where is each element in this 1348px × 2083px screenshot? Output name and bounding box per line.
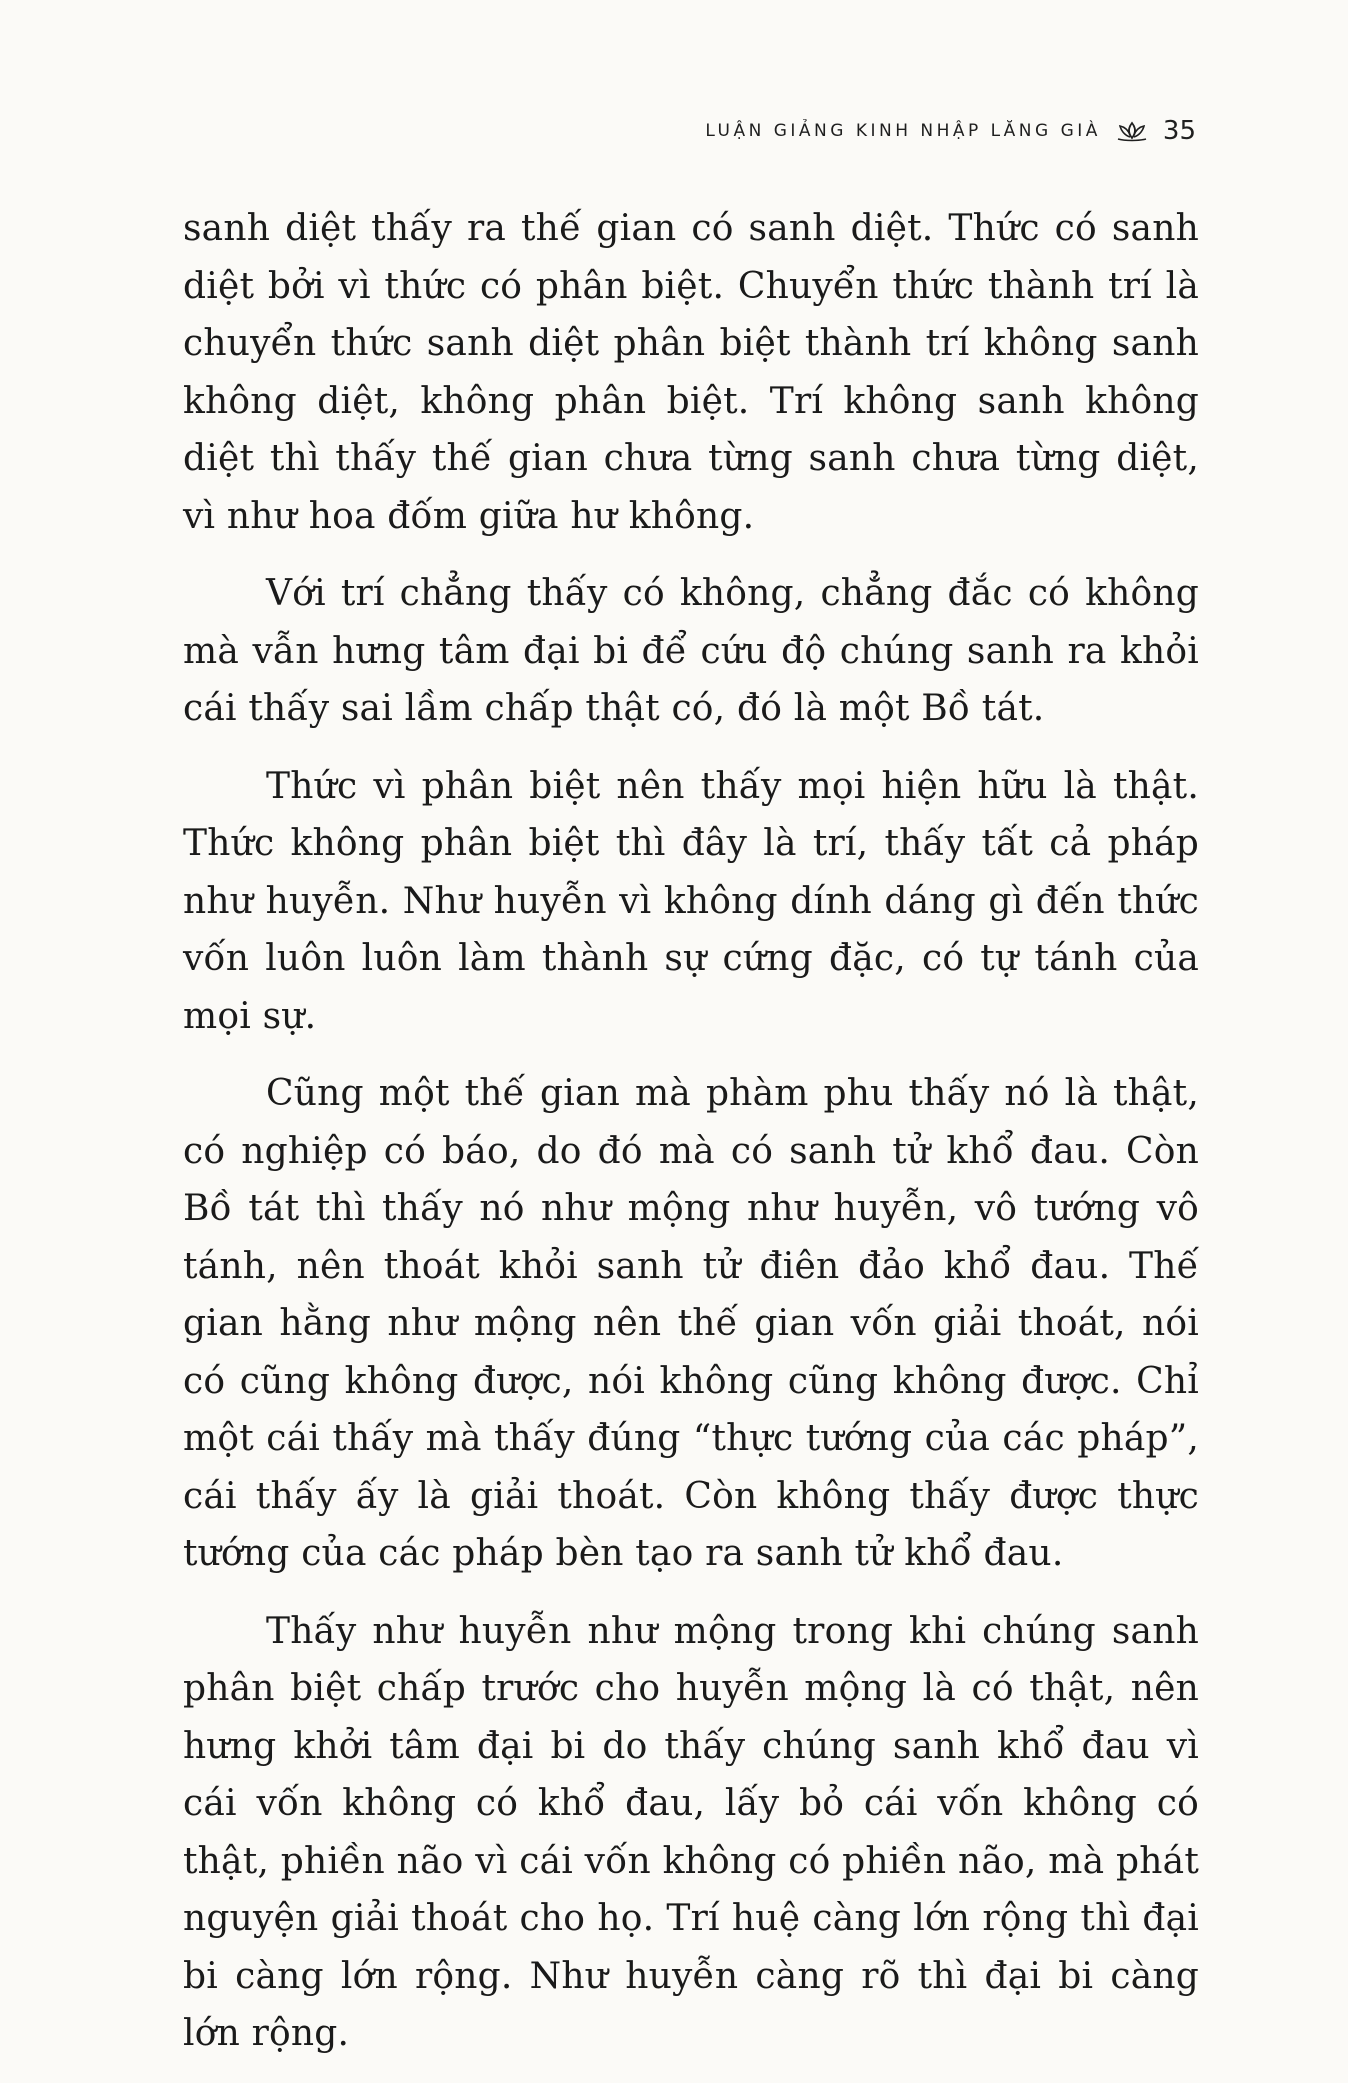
header-title: LUẬN GIẢNG KINH NHẬP LĂNG GIÀ (705, 121, 1101, 141)
paragraph-5: Thấy như huyễn như mộng trong khi chúng sanh phân biệt chấp trước cho huyễn mộng là có thật, nên hưng khởi tâm đại bi do thấy chúng sanh khổ đau vì cái vốn không có khổ đau, lấy bỏ cái vốn không có thật, phiền não vì cái vốn không có phiền não, mà phát nguyện giải thoát cho họ. Trí huệ càng lớn rộng thì đại bi càng lớn rộng. Như huyễn càng rõ thì đại bi càng lớn rộng. (183, 1610, 1199, 2054)
body-text (183, 200, 1199, 2083)
paragraph-1: sanh diệt thấy ra thế gian có sanh diệt. Thức có sanh diệt bởi vì thức có phân biệt. Chuyển thức thành trí là chuyển thức sanh diệt phân biệt thành trí không sanh không diệt, không phân biệt. Trí không sanh không diệt thì thấy thế gian chưa từng sanh chưa từng diệt, vì như hoa đốm giữa hư không. (183, 208, 1199, 537)
paragraph-2: Với trí chẳng thấy có không, chẳng đắc có không mà vẫn hưng tâm đại bi để cứu độ chúng sanh ra khỏi cái thấy sai lầm chấp thật có, đó là một Bồ tát. (183, 573, 1199, 729)
paragraph-4: Cũng một thế gian mà phàm phu thấy nó là thật, có nghiệp có báo, do đó mà có sanh tử khổ đau. Còn Bồ tát thì thấy nó như mộng như huyễn, vô tướng vô tánh, nên thoát khỏi sanh tử điên đảo khổ đau. Thế gian hằng như mộng nên thế gian vốn giải thoát, nói có cũng không được, nói không cũng không được. Chỉ một cái thấy mà thấy đúng “thực tướng của các pháp”, cái thấy ấy là giải thoát. Còn không thấy được thực tướng của các pháp bèn tạo ra sanh tử khổ đau. (183, 1073, 1199, 1574)
paragraph-3: Thức vì phân biệt nên thấy mọi hiện hữu là thật. Thức không phân biệt thì đây là trí, thấy tất cả pháp như huyễn. Như huyễn vì không dính dáng gì đến thức vốn luôn luôn làm thành sự cứng đặc, có tự tánh của mọi sự. (183, 765, 1199, 1037)
page-number: 35 (1162, 116, 1196, 146)
running-header (705, 116, 1196, 146)
lotus-icon (1115, 120, 1149, 142)
